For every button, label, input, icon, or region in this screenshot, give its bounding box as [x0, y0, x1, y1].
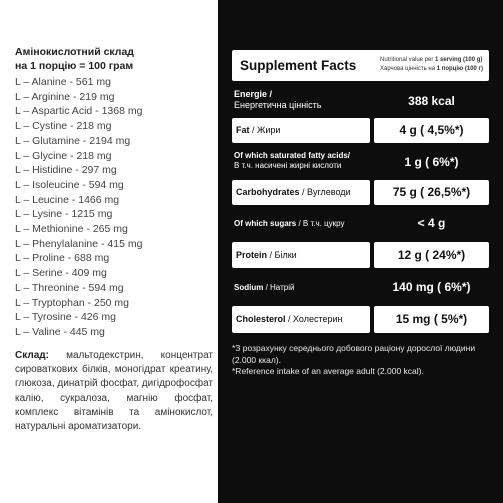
sugars-row: [232, 211, 489, 235]
cholesterol-label-box: [232, 306, 370, 333]
carbohydrates-row: [232, 180, 489, 205]
list-item: L – Threonine - 594 mg: [15, 281, 124, 294]
list-item: L – Histidine - 297 mg: [15, 164, 117, 177]
footnote-ua: *З розрахунку середнього добового раціону дорослої людини (2.000 ккал).: [232, 343, 476, 365]
serving-note-en: Nutritional value per: [380, 57, 436, 63]
amino-title-line1: Амінокислотний склад: [15, 46, 134, 58]
list-item: L – Methionine - 265 mg: [15, 223, 128, 236]
protein-row: [232, 242, 489, 268]
serving-note: [380, 56, 483, 73]
cholesterol-value: 15 mg ( 5%*): [374, 306, 489, 333]
supplement-facts-header: [232, 50, 489, 81]
serving-note-ua: Харчова цінність на: [380, 65, 437, 72]
sugars-label: Of which sugars / В т.ч. цукру: [234, 219, 345, 228]
sugars-value: < 4 g: [417, 216, 446, 230]
carbohydrates-label-box: [232, 180, 370, 205]
fat-label: Fat / Жири: [236, 125, 281, 135]
serving-note-en-bold: 1 serving (100 g): [435, 57, 483, 63]
list-item: L – Aspartic Acid - 1368 mg: [15, 105, 143, 118]
cholesterol-label: Cholesterol / Холестерин: [236, 314, 343, 324]
supplement-facts-title: Supplement Facts: [240, 58, 357, 73]
energy-label-en: Energie /: [234, 89, 273, 99]
list-item: L – Tryptophan - 250 mg: [15, 296, 130, 309]
saturated-fat-value: 1 g ( 6%*): [404, 155, 459, 169]
saturated-fat-label-en: Of which saturated fatty acids/: [234, 151, 351, 160]
carbohydrates-value: 75 g ( 26,5%*): [374, 180, 489, 205]
fat-row: [232, 118, 489, 143]
list-item: L – Leucine - 1466 mg: [15, 193, 120, 206]
list-item: L – Alanine - 561 mg: [15, 76, 111, 88]
sodium-row: [232, 275, 489, 299]
list-item: L – Tyrosine - 426 mg: [15, 311, 116, 324]
fat-value: 4 g ( 4,5%*): [374, 118, 489, 143]
amino-acid-section: [15, 45, 215, 340]
saturated-fat-label-ua: В т.ч. насичені жирні кислоти: [234, 161, 342, 170]
list-item: L – Phenylalanine - 415 mg: [15, 237, 143, 250]
energy-label: [234, 89, 322, 111]
sodium-value: 140 mg ( 6%*): [392, 280, 471, 294]
amino-acid-list: [15, 75, 215, 340]
sodium-label: Sodium / Натрій: [234, 283, 295, 292]
composition-body: мальтодекстрин, концентрат сироваткових білків, моногідрат креатину, глюкоза, динатрій фосфат, дигідрофосфат калію, сукралоза, магнію фосфат, комплекс вітамінів та амінокислот, натуральні ароматизатори.: [15, 350, 213, 433]
list-item: L – Glycine - 218 mg: [15, 149, 112, 162]
protein-label: Protein / Білки: [236, 250, 297, 260]
composition-text: [15, 349, 213, 434]
energy-value: 388 kcal: [408, 94, 455, 108]
cholesterol-row: [232, 306, 489, 333]
amino-title-line2: на 1 порцію = 100 грам: [15, 60, 134, 72]
list-item: L – Cystine - 218 mg: [15, 120, 112, 133]
list-item: L – Valine - 445 mg: [15, 325, 105, 338]
energy-label-ua: Енергетична цінність: [234, 100, 322, 110]
saturated-fat-row: [232, 149, 489, 175]
list-item: L – Serine - 409 mg: [15, 267, 107, 280]
protein-value: 12 g ( 24%*): [374, 242, 489, 268]
list-item: L – Lysine - 1215 mg: [15, 208, 113, 221]
saturated-fat-label: [234, 151, 350, 171]
footnote: [232, 343, 492, 378]
carbohydrates-label: Carbohydrates / Вуглеводи: [236, 187, 351, 197]
supplement-facts-panel: [218, 0, 503, 503]
list-item: L – Isoleucine - 594 mg: [15, 178, 124, 191]
list-item: L – Proline - 688 mg: [15, 252, 110, 265]
protein-label-box: [232, 242, 370, 268]
composition-label: Склад:: [15, 350, 49, 361]
footnote-en: *Reference intake of an average adult (2.000 kcal).: [232, 366, 424, 376]
list-item: L – Arginine - 219 mg: [15, 90, 115, 103]
fat-label-box: [232, 118, 370, 143]
serving-note-ua-bold: 1 порцію (100 г): [436, 65, 483, 72]
list-item: L – Glutamine - 2194 mg: [15, 134, 131, 147]
energy-row: [232, 86, 489, 113]
